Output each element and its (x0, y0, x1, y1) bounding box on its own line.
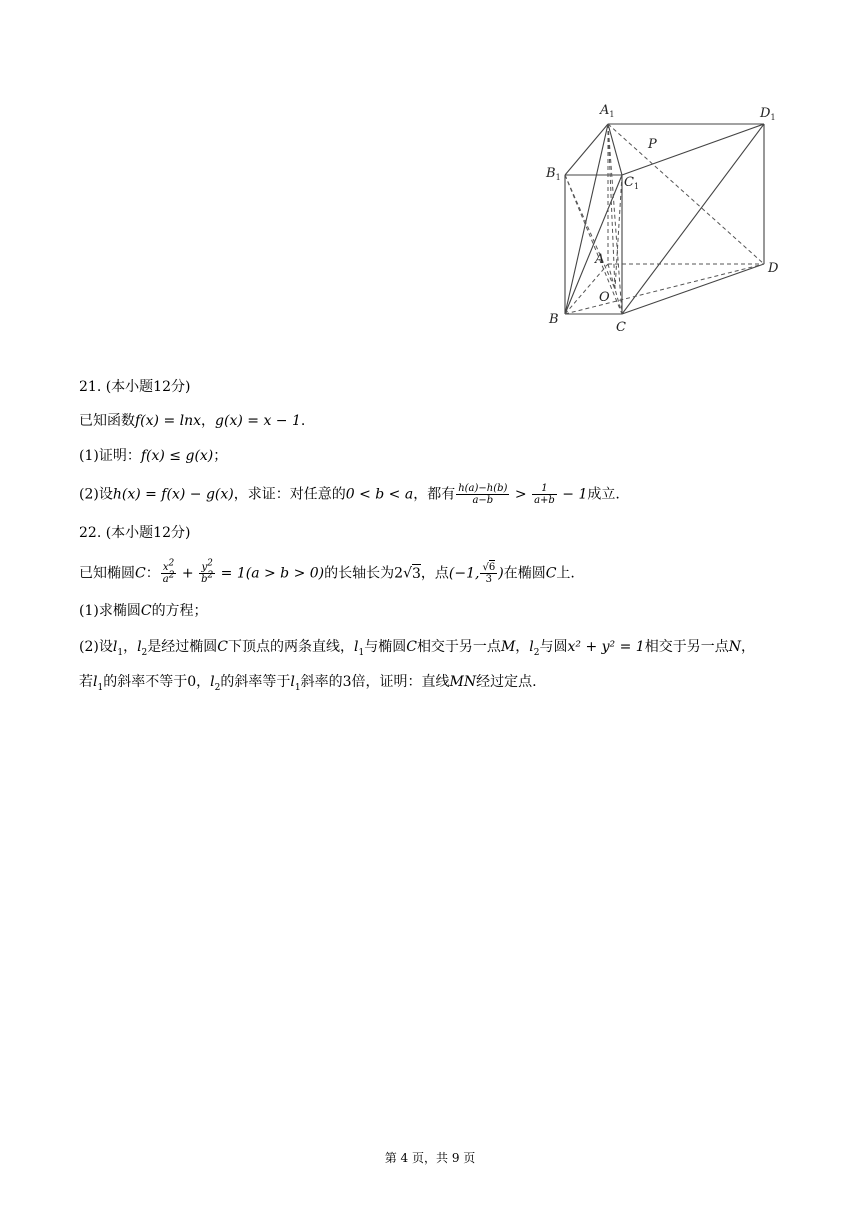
label-d1: $D_1$ (760, 106, 776, 122)
label-d: D (768, 261, 779, 276)
fraction-h-difference: $\frac{h(a)-h(b)}{a-b}$ (458, 483, 508, 506)
q22-part2-line2: 若$l_1$的斜率不等于0，$l_2$的斜率等于$l_1$斜率的3倍，证明：直线MN经过定点. (79, 674, 537, 693)
hidden-edges (565, 124, 764, 314)
sqrt-symbol: √ (403, 565, 412, 582)
fraction-sqrt6-3: $\frac{√6}{3}$ (482, 562, 496, 585)
label-a: A (595, 252, 605, 267)
label-b: B (549, 312, 559, 327)
q21-part2: (2)设h(x) = f(x) − g(x)，求证：对任意的0 < b < a，都有 $\frac{h(a)-h(b)}{a-b}$ > $\frac{1}{a+b}$ − 1成立. (79, 483, 620, 506)
edge-b-d (565, 264, 764, 314)
prism-diagram (540, 98, 790, 338)
q22-header: 22. (本小题12分) (79, 525, 191, 541)
edge-c-d (622, 264, 764, 314)
fraction-y2-b2: $\frac{y^2}{b^2}$ (201, 558, 214, 585)
edge-c-d1 (622, 124, 764, 314)
fraction-one-over-sum: $\frac{1}{a+b}$ (534, 483, 555, 506)
label-p: P (648, 137, 657, 152)
q22-part2-line1: (2)设$l_1$，$l_2$是经过椭圆C下顶点的两条直线，$l_1$与椭圆C相交于另一点M，$l_2$与圆x² + y² = 1相交于另一点N， (79, 639, 755, 658)
q21-part1: (1)证明：f(x) ≤ g(x)； (79, 448, 228, 464)
q21-header: 21. (本小题12分) (79, 379, 191, 395)
q21-stem: 已知函数f(x) = lnx，g(x) = x − 1. (79, 413, 306, 429)
edge-c1-d1 (622, 124, 764, 175)
q22-stem: 已知椭圆C： $\frac{x^2}{a^2}$ + $\frac{y^2}{b^2}$ = 1(a > b > 0)的长轴长为2√3，点(−1, $\frac{√6}{3}$ )在椭圆C上. (79, 558, 575, 585)
edge-b1-a1 (565, 124, 608, 175)
edge-b-a1 (565, 124, 608, 314)
label-o: O (599, 290, 610, 305)
q22-part1: (1)求椭圆C的方程； (79, 603, 208, 619)
prism-figure (540, 98, 790, 338)
label-c: C (616, 320, 626, 335)
solid-edges (565, 124, 764, 314)
page-footer: 第 4 页，共 9 页 (384, 1151, 476, 1165)
edge-b-a (565, 264, 608, 314)
label-b1: $B_1$ (546, 166, 561, 182)
fraction-x2-a2: $\frac{x^2}{a^2}$ (162, 558, 175, 585)
edge-a1-d (608, 124, 764, 264)
label-a1: $A_1$ (600, 103, 615, 119)
label-c1: $C_1$ (624, 175, 640, 191)
